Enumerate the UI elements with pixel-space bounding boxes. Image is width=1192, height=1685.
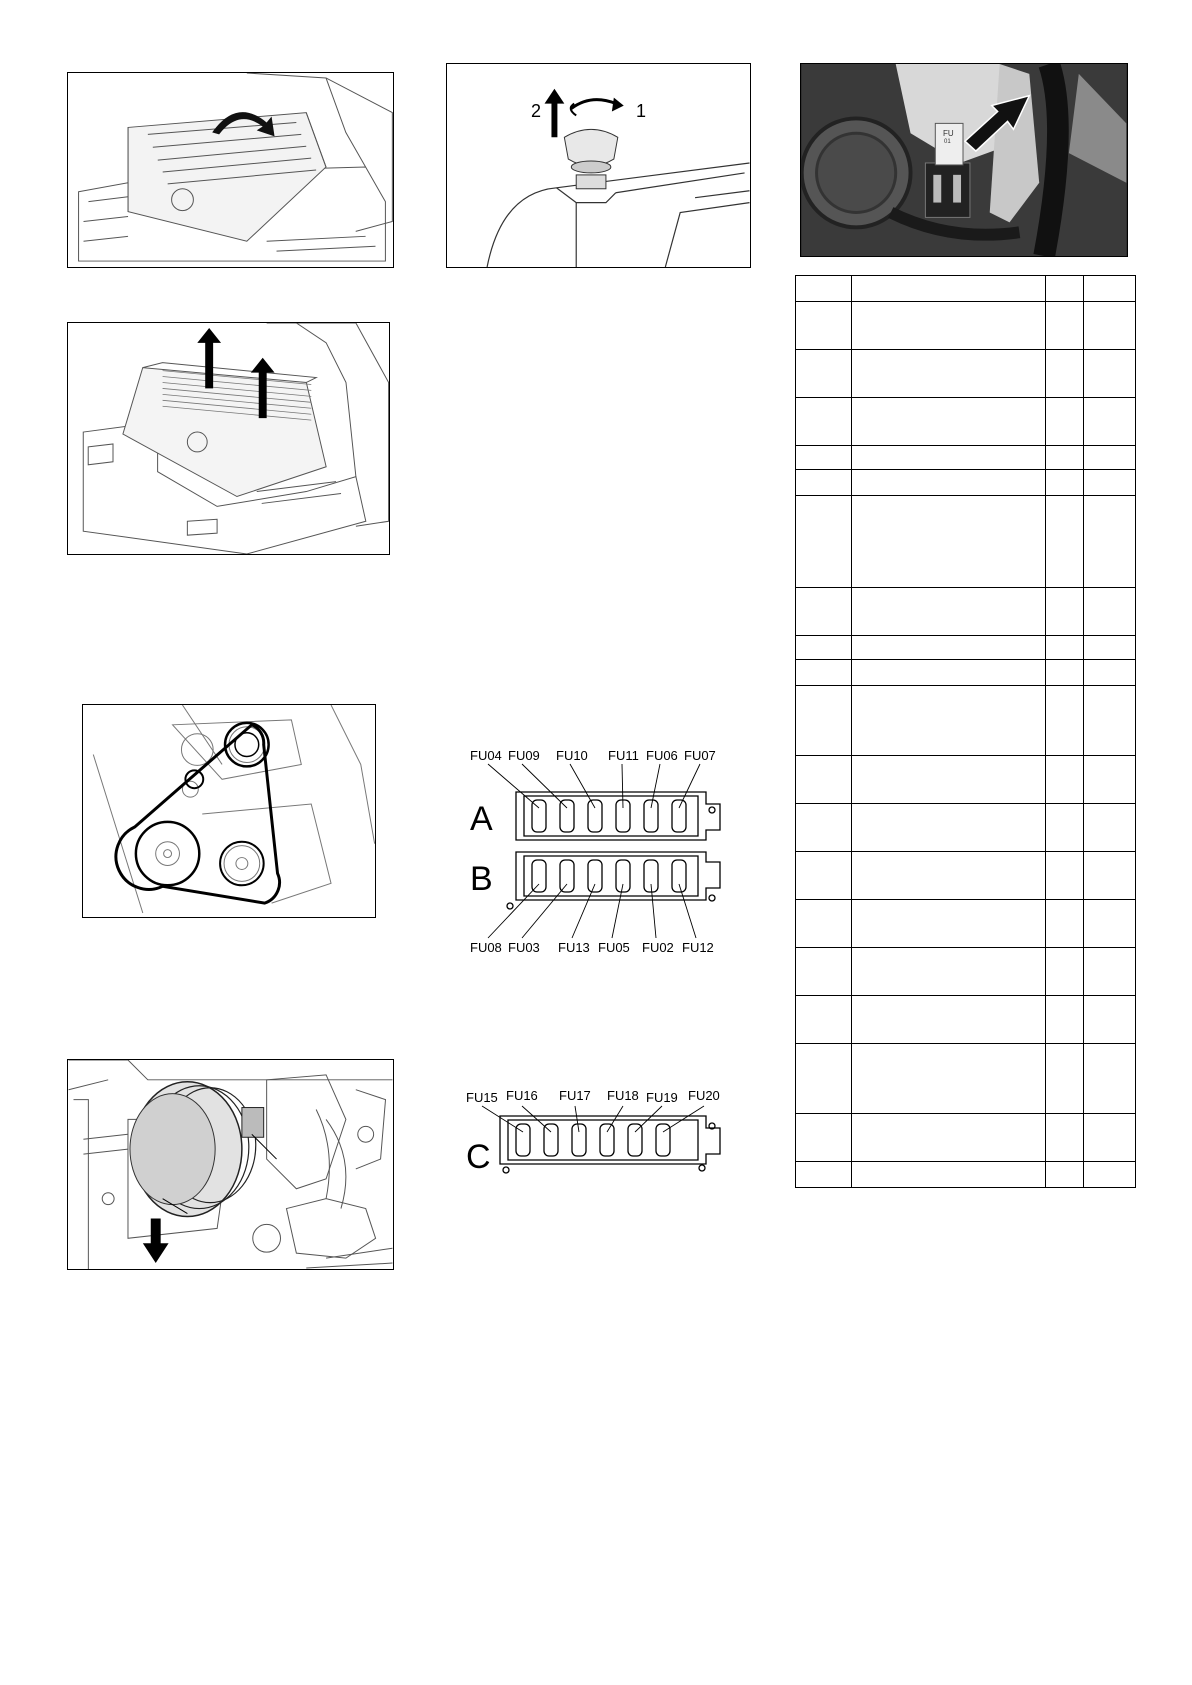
- table-row: [796, 1114, 1136, 1162]
- table-cell: [796, 588, 852, 636]
- table-row: [796, 496, 1136, 588]
- table-cell: [1046, 660, 1084, 686]
- table-row: [796, 660, 1136, 686]
- fuse-label: FU04: [470, 748, 502, 763]
- table-cell: [796, 948, 852, 996]
- tank-cover-illustration: [68, 73, 393, 267]
- table-row: [796, 804, 1136, 852]
- table-cell: [796, 660, 852, 686]
- table-cell: [1046, 1162, 1084, 1188]
- row-b-label: B: [470, 860, 493, 898]
- row-a-label: A: [470, 800, 493, 838]
- fuse-slot: [644, 800, 658, 832]
- leader-line: [522, 1106, 551, 1132]
- leader-line: [488, 884, 539, 938]
- table-cell: [1084, 1044, 1136, 1114]
- table-cell: [852, 276, 1046, 302]
- leader-line: [572, 884, 595, 938]
- table-cell: [1084, 496, 1136, 588]
- fuse-slot: [672, 800, 686, 832]
- filter-lift-illustration: [68, 323, 389, 554]
- fuse-slot: [560, 800, 574, 832]
- figure-filter-lift: [67, 322, 390, 555]
- table-cell: [1084, 686, 1136, 756]
- table-cell: [852, 804, 1046, 852]
- table-cell: [1046, 470, 1084, 496]
- table-cell: [796, 852, 852, 900]
- lift-arrow-step2: [545, 89, 565, 138]
- fuse-slot: [600, 1124, 614, 1156]
- leader-line: [635, 1106, 662, 1132]
- table-cell: [1084, 900, 1136, 948]
- table-row: [796, 756, 1136, 804]
- fuse-box-c-drawing: [466, 1090, 736, 1210]
- fuse-slot: [588, 860, 602, 892]
- table-cell: [1046, 276, 1084, 302]
- table-row: [796, 302, 1136, 350]
- fuse-label: FU17: [559, 1088, 591, 1103]
- table-row: [796, 1044, 1136, 1114]
- table-row: [796, 852, 1136, 900]
- fuse-label: FU10: [556, 748, 588, 763]
- fuse-label: FU20: [688, 1088, 720, 1103]
- table-cell: [796, 756, 852, 804]
- table-cell: [1084, 660, 1136, 686]
- fuse-label: FU19: [646, 1090, 678, 1105]
- figure-fuse-box-c: [466, 1090, 736, 1210]
- rotate-arrow-step1: [571, 100, 616, 109]
- table-cell: [1084, 302, 1136, 350]
- table-row: [796, 900, 1136, 948]
- table-cell: [796, 350, 852, 398]
- table-row: [796, 350, 1136, 398]
- fuse-strip-c: [500, 1116, 720, 1164]
- figure-compressor-area: [67, 1059, 394, 1270]
- leader-line: [575, 1106, 579, 1132]
- table-cell: [1084, 948, 1136, 996]
- fuse-label: FU03: [508, 940, 540, 955]
- table-cell: [796, 1044, 852, 1114]
- table-cell: [1084, 276, 1136, 302]
- table-row: [796, 398, 1136, 446]
- cap-illustration: [447, 64, 750, 267]
- table-cell: [1084, 398, 1136, 446]
- table-cell: [796, 446, 852, 470]
- fuse-label: FU02: [642, 940, 674, 955]
- table-row: [796, 996, 1136, 1044]
- table-cell: [1084, 636, 1136, 660]
- fuse-slot: [560, 860, 574, 892]
- table-cell: [1046, 948, 1084, 996]
- table-cell: [852, 398, 1046, 446]
- table-cell: [852, 660, 1046, 686]
- table-cell: [852, 1114, 1046, 1162]
- leader-line: [679, 764, 700, 808]
- table-cell: [1084, 996, 1136, 1044]
- table-cell: [796, 900, 852, 948]
- fuse-label: FU15: [466, 1090, 498, 1105]
- table-cell: [852, 1162, 1046, 1188]
- table-cell: [852, 446, 1046, 470]
- figure-fuse-box-ab: [466, 748, 736, 958]
- fuse-label: FU11: [608, 748, 639, 763]
- table-row: [796, 470, 1136, 496]
- figure-tank-cover-open: [67, 72, 394, 268]
- down-arrow: [143, 1218, 169, 1263]
- leader-line: [679, 884, 696, 938]
- table-cell: [1046, 350, 1084, 398]
- engine-bay-photo: [801, 64, 1127, 256]
- cap-body: [564, 129, 617, 188]
- table-cell: [796, 470, 852, 496]
- table-cell: [852, 686, 1046, 756]
- fuse-label: FU07: [684, 748, 716, 763]
- table-cell: [1046, 852, 1084, 900]
- table-cell: [1046, 302, 1084, 350]
- compressor-area-illustration: [68, 1060, 393, 1269]
- fuse-slot: [672, 860, 686, 892]
- table-cell: [1084, 446, 1136, 470]
- fuse-slot: [532, 860, 546, 892]
- table-cell: [1046, 588, 1084, 636]
- table-cell: [852, 852, 1046, 900]
- fuse-slot: [628, 1124, 642, 1156]
- table-cell: [796, 302, 852, 350]
- leader-line: [612, 884, 623, 938]
- fuse-slot: [572, 1124, 586, 1156]
- table-cell: [1046, 636, 1084, 660]
- table-cell: [852, 996, 1046, 1044]
- step-2-label: 2: [531, 101, 542, 121]
- fuse-label: FU09: [508, 748, 540, 763]
- table-cell: [852, 470, 1046, 496]
- table-cell: [796, 636, 852, 660]
- table-cell: [1084, 588, 1136, 636]
- fuse-label: FU18: [607, 1088, 639, 1103]
- figure-cap-removal: [446, 63, 751, 268]
- table-cell: [796, 996, 852, 1044]
- table-cell: [1046, 996, 1084, 1044]
- fuse-slot: [544, 1124, 558, 1156]
- figure-engine-bay-photo: [800, 63, 1128, 257]
- table-cell: [1084, 470, 1136, 496]
- row-c-label: C: [466, 1138, 491, 1176]
- table-cell: [852, 302, 1046, 350]
- table-cell: [852, 756, 1046, 804]
- table-cell: [796, 1114, 852, 1162]
- table-cell: [796, 276, 852, 302]
- table-cell: [1084, 756, 1136, 804]
- table-cell: [1046, 804, 1084, 852]
- table-cell: [1046, 496, 1084, 588]
- table-cell: [1046, 900, 1084, 948]
- table-row: [796, 588, 1136, 636]
- table-row: [796, 948, 1136, 996]
- table-cell: [1046, 1044, 1084, 1114]
- fuse-table: [795, 275, 1136, 1188]
- leader-line: [570, 764, 595, 808]
- photo-tag-line2: 01: [944, 139, 951, 145]
- table-cell: [1046, 446, 1084, 470]
- leader-line: [488, 764, 539, 808]
- photo-tag-line1: FU: [943, 129, 954, 138]
- table-cell: [1046, 756, 1084, 804]
- fuse-label: FU08: [470, 940, 502, 955]
- table-cell: [1084, 1162, 1136, 1188]
- table-cell: [796, 398, 852, 446]
- fuse-label: FU16: [506, 1088, 538, 1103]
- table-cell: [1046, 1114, 1084, 1162]
- table-row: [796, 636, 1136, 660]
- table-cell: [1046, 398, 1084, 446]
- leader-line: [622, 764, 623, 808]
- table-cell: [852, 900, 1046, 948]
- figure-belt-routing: [82, 704, 376, 918]
- table-cell: [1084, 350, 1136, 398]
- table-cell: [1046, 686, 1084, 756]
- table-cell: [796, 804, 852, 852]
- table-row: [796, 276, 1136, 302]
- table-cell: [852, 948, 1046, 996]
- table-cell: [796, 686, 852, 756]
- table-cell: [1084, 804, 1136, 852]
- table-cell: [1084, 1114, 1136, 1162]
- fuse-label: FU05: [598, 940, 630, 955]
- table-cell: [1084, 852, 1136, 900]
- leader-line: [482, 1106, 523, 1132]
- fuse-slot: [532, 800, 546, 832]
- table-cell: [796, 496, 852, 588]
- fuse-label: FU12: [682, 940, 714, 955]
- fuse-slot: [616, 860, 630, 892]
- table-row: [796, 1162, 1136, 1188]
- leader-line: [607, 1106, 623, 1132]
- table-cell: [852, 350, 1046, 398]
- fuse-box-ab-drawing: [466, 748, 736, 958]
- step-1-label: 1: [636, 101, 647, 121]
- table-row: [796, 686, 1136, 756]
- table-row: [796, 446, 1136, 470]
- belt-routing-illustration: [83, 705, 375, 917]
- leader-line: [522, 884, 567, 938]
- table-cell: [852, 1044, 1046, 1114]
- fuse-label: FU13: [558, 940, 590, 955]
- fuse-label: FU06: [646, 748, 678, 763]
- table-cell: [852, 496, 1046, 588]
- table-cell: [852, 636, 1046, 660]
- fan-pulley: [130, 1082, 264, 1217]
- table-cell: [796, 1162, 852, 1188]
- fuse-slot: [588, 800, 602, 832]
- table-cell: [852, 588, 1046, 636]
